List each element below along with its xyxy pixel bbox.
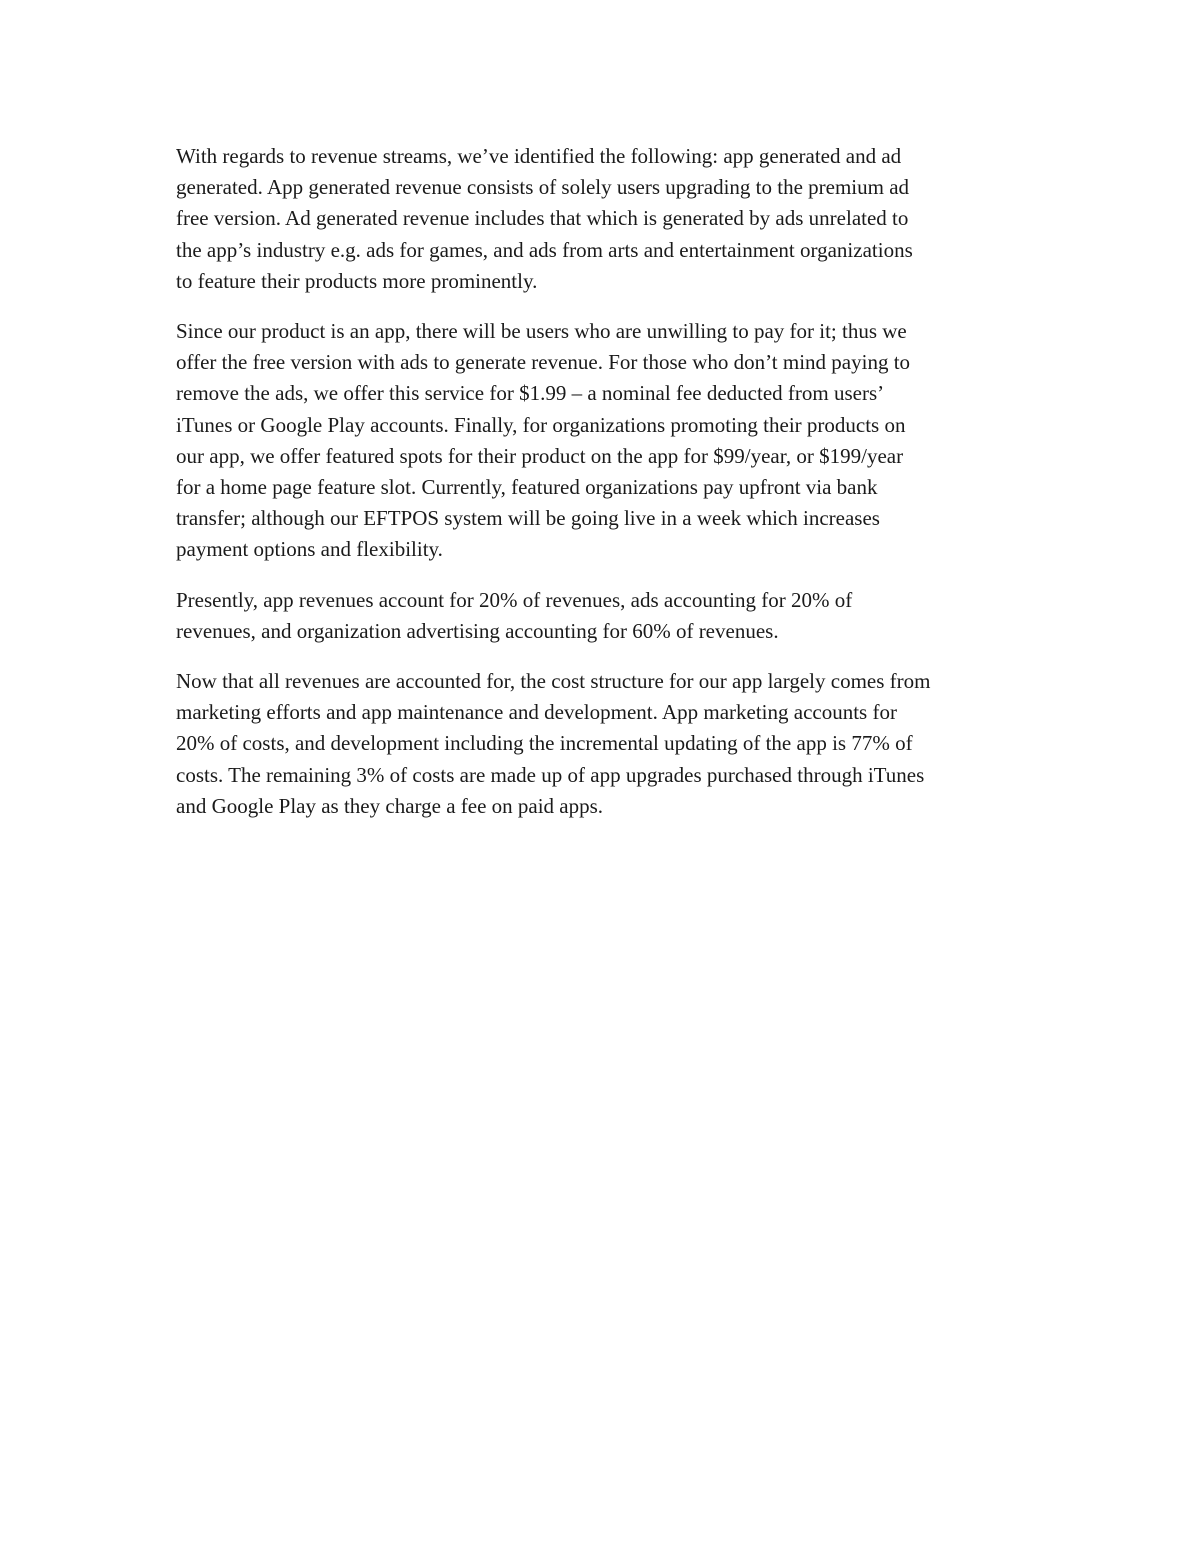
text-line: With regards to revenue streams, we’ve identified the following: app generated and ad <box>176 144 902 168</box>
text-line: to feature their products more prominently. <box>176 268 538 293</box>
text-line: marketing efforts and app maintenance and development. App marketing accounts for <box>176 700 897 725</box>
paragraph-revenue-streams <box>176 141 1036 297</box>
text-line: Since our product is an app, there will be users who are unwilling to pay for it; thus we <box>176 319 907 344</box>
text-line: Now that all revenues are accounted for, the cost structure for our app largely comes from <box>176 669 931 694</box>
text-line: our app, we offer featured spots for their product on the app for $99/year, or $199/year <box>176 443 904 468</box>
text-line: transfer; although our EFTPOS system will be going live in a week which increases <box>176 506 880 531</box>
text-line: remove the ads, we offer this service for $1.99 – a nominal fee deducted from users’ <box>176 381 885 406</box>
paragraph-cost-structure <box>176 666 1036 822</box>
text-line: payment options and flexibility. <box>176 537 443 562</box>
text-line: revenues, and organization advertising accounting for 60% of revenues. <box>176 618 779 643</box>
paragraph-revenue-split <box>176 585 1036 647</box>
text-line: the app’s industry e.g. ads for games, and ads from arts and entertainment organizations <box>176 237 913 262</box>
document-body <box>176 141 1036 841</box>
text-line: Presently, app revenues account for 20% of revenues, ads accounting for 20% of <box>176 587 853 612</box>
text-line: costs. The remaining 3% of costs are made up of app upgrades purchased through iTunes <box>176 762 925 787</box>
text-line: offer the free version with ads to generate revenue. For those who don’t mind paying to <box>176 350 911 375</box>
text-line: generated. App generated revenue consists of solely users upgrading to the premium ad <box>176 175 910 200</box>
paragraph-pricing <box>176 316 1036 566</box>
text-line: and Google Play as they charge a fee on paid apps. <box>176 793 604 818</box>
text-line: 20% of costs, and development including the incremental updating of the app is 77% of <box>176 731 913 756</box>
text-line: for a home page feature slot. Currently, featured organizations pay upfront via bank <box>176 475 878 500</box>
text-line: iTunes or Google Play accounts. Finally, for organizations promoting their products on <box>176 412 906 437</box>
text-line: free version. Ad generated revenue includes that which is generated by ads unrelated to <box>176 206 909 231</box>
